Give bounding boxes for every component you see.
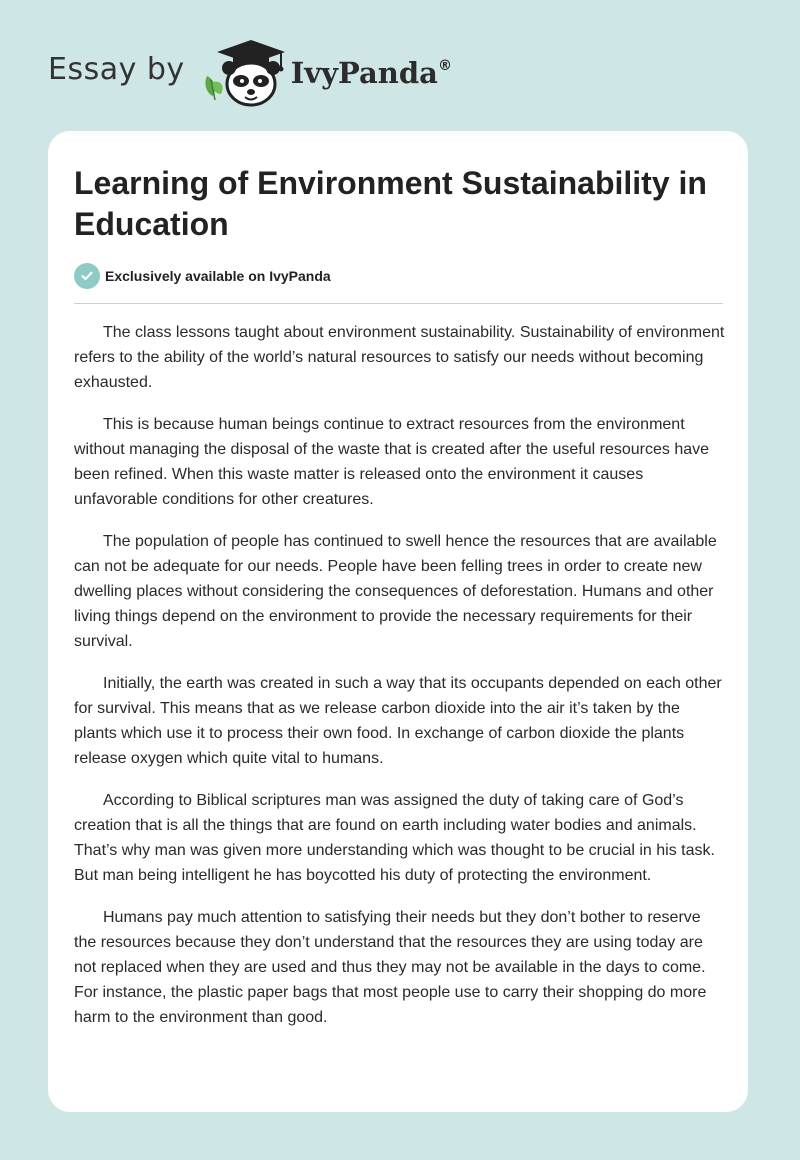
registered-mark: ® bbox=[437, 58, 452, 74]
brand-name-text: IvyPanda bbox=[290, 56, 438, 90]
check-icon bbox=[74, 263, 100, 289]
page-title: Learning of Environment Sustainability in Education bbox=[74, 165, 707, 242]
essay-body bbox=[74, 320, 726, 1047]
paragraph: Initially, the earth was created in such a way that its occupants depended on each other for survival. This means that as we release carbon dioxide into the air it’s taken by the plants which use it to process their own food. In exchange of carbon dioxide the plants release oxygen which quite vital to humans. bbox=[74, 675, 722, 767]
panda-logo-icon[interactable] bbox=[199, 36, 289, 108]
paragraph: According to Biblical scriptures man was assigned the duty of taking care of God’s creation that is all the things that are found on earth including water bodies and animals. That’s why man was given more understanding which was thought to be crucial in his task. But man being intelligent he has boycotted his duty of protecting the environment. bbox=[74, 792, 715, 884]
paragraph: Humans pay much attention to satisfying their needs but they don’t bother to reserve the resources because they don’t understand that the resources they are using today are not replaced when they are used and thus they may not be available in the days to come. For instance, the plastic paper bags that most people use to carry their shopping do more harm to the environment than good. bbox=[74, 909, 707, 1026]
paragraph: This is because human beings continue to extract resources from the environment without managing the disposal of the waste that is created after the useful resources have been refined. When this waste matter is released onto the environment it causes unfavorable conditions for other creatures. bbox=[74, 416, 710, 508]
brand-name[interactable] bbox=[291, 56, 452, 90]
exclusive-badge bbox=[74, 263, 331, 289]
paragraph: The class lessons taught about environment sustainability. Sustainability of environment refers to the ability of the world’s natural resources to satisfy our needs without becoming exhausted. bbox=[74, 324, 725, 391]
paragraph: The population of people has continued to swell hence the resources that are available can not be adequate for our needs. People have been felling trees in order to create new dwelling places without considering the consequences of deforestation. Humans and other living things depend on the environment to provide the necessary requirements for their survival. bbox=[74, 533, 717, 650]
essay-card bbox=[48, 131, 748, 1112]
badge-label: Exclusively available on IvyPanda bbox=[105, 268, 331, 284]
divider bbox=[74, 303, 723, 304]
site-header bbox=[48, 32, 648, 112]
essay-by-label: Essay by bbox=[48, 51, 185, 87]
